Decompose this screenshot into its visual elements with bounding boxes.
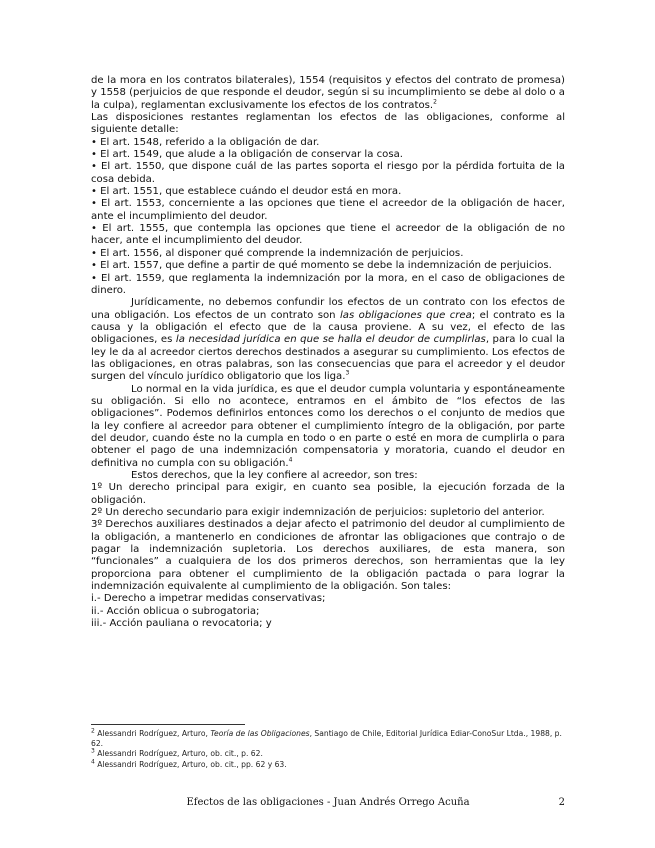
page-footer (91, 797, 565, 811)
footnote (91, 749, 565, 759)
list-item: iii.- Acción pauliana o revocatoria; y (91, 618, 272, 630)
footnote-number: 4 (91, 758, 95, 766)
bullet-item: • El art. 1556, al disponer qué comprende la indemnización de perjuicios. (91, 247, 464, 259)
footnote-number: 2 (91, 727, 95, 735)
paragraph (91, 297, 565, 383)
footnote-number: 3 (91, 747, 95, 755)
list-item: i.- Derecho a impetrar medidas conservativas; (91, 593, 326, 605)
bullet-item: • El art. 1550, que dispone cuál de las partes soporta el riesgo por la pérdida fortuita de la cosa debida. (91, 161, 565, 185)
footer-title: Efectos de las obligaciones - Juan Andrés Orrego Acuña (186, 797, 470, 808)
numbered-item: 1º Un derecho principal para exigir, en cuanto sea posible, la ejecución forzada de la obligación. (91, 482, 565, 506)
bullet-item: • El art. 1551, que establece cuándo el deudor está en mora. (91, 186, 402, 198)
italic-text: la necesidad jurídica en que se halla el deudor de cumplirlas (175, 334, 486, 346)
numbered-item: 3º Derechos auxiliares destinados a dejar afecto el patrimonio del deudor al cumplimiento de la obligación, a mantenerlo en condiciones de afrontar las obligaciones que contrajo o de pagar la indemnización supletoria. Los derechos auxiliares, de esta manera, son “funcionales” a cualquiera de los dos primeros derechos, son herramientas que la ley proporciona para obtener el cumplimiento de la obligación pactada o para lograr la indemnización equivalente al cumplimiento de la obligación. Son tales: (91, 519, 565, 593)
paragraph-text: , para lo cual la ley le da al acreedor ciertos derechos destinados a asegurar su cumplimiento. Los efectos de las obligaciones, en otras palabras, son las consecuencias que para el acreedor y el deudor surgen del vínculo jurídico obligatorio que los liga. (91, 334, 565, 383)
bullet-item: • El art. 1553, concerniente a las opciones que tiene el acreedor de la obligación de hacer, ante el incumplimiento del deudor. (91, 198, 565, 222)
bullet-item: • El art. 1555, que contempla las opciones que tiene el acreedor de la obligación de no hacer, ante el incumplimiento del deudor. (91, 223, 565, 247)
footnote-text: , Santiago de Chile, Editorial Jurídica Ediar-ConoSur Ltda., 1988, p. 62. (91, 729, 562, 749)
bullet-item: • El art. 1548, referido a la obligación de dar. (91, 136, 320, 148)
footnote-separator (91, 724, 245, 725)
paragraph-text: ; el contrato es la causa y la obligación el efecto que de la causa proviene. A su vez, el efecto de las obligaciones, es (91, 309, 566, 346)
paragraph (91, 384, 565, 470)
paragraph-text: Lo normal en la vida jurídica, es que el deudor cumpla voluntaria y espontáneamente su obligación. Si ello no acontece, entramos en el ámbito de “los efectos de las obligaciones”. Podemos definirlos entonces como los derechos o el conjunto de medios que la ley confiere al acreedor para obtener el cumplimiento íntegro de la obligación, por parte del deudor, cuando éste no la cumpla en todo o en parte o esté en mora de cumplirla o para obtener el pago de una indemnización compensatoria y moratoria, cuando el deudor en definitiva no cumpla con su obligación. (91, 383, 565, 469)
footnote-ref-3: 3 (345, 369, 350, 377)
footnote-ref-2: 2 (433, 98, 437, 106)
footnote-text: Alessandri Rodríguez, Arturo, ob. cit., pp. 62 y 63. (94, 759, 287, 769)
paragraph-text: de la mora en los contratos bilaterales), 1554 (requisitos y efectos del contrato de promesa) y 1558 (perjuicios de que responde el deudor, según si su incumplimiento se debe al dolo o a la culpa), reglamentan exclusivamente los efectos de los contratos. (91, 75, 565, 111)
bullet-item: • El art. 1549, que alude a la obligación de conservar la cosa. (91, 149, 403, 161)
footnote (91, 760, 565, 770)
paragraph-text: Jurídicamente, no debemos confundir los efectos de un contrato con los efectos de una obligación. Los efectos de un contrato son (91, 297, 565, 321)
bullet-item: • El art. 1557, que define a partir de qué momento se debe la indemnización de perjuicios. (91, 260, 552, 272)
footnotes (91, 729, 565, 770)
footnote-text: Alessandri Rodríguez, Arturo, ob. cit., p. 62. (94, 749, 263, 759)
paragraph: Las disposiciones restantes reglamentan los efectos de las obligaciones, conforme al siguiente detalle: (91, 112, 565, 136)
list-item: ii.- Acción oblicua o subrogatoria; (91, 605, 260, 617)
numbered-item: 2º Un derecho secundario para exigir indemnización de perjuicios: supletorio del anterior. (91, 507, 545, 519)
page-number: 2 (558, 797, 565, 808)
footnote-text: Alessandri Rodríguez, Arturo, (94, 729, 211, 738)
paragraph: Estos derechos, que la ley confiere al acreedor, son tres: (131, 470, 418, 481)
body-text (91, 75, 565, 630)
italic-text: las obligaciones que crea (339, 309, 472, 321)
bullet-item: • El art. 1559, que reglamenta la indemnización por la mora, en el caso de obligaciones de dinero. (91, 272, 565, 296)
footnote-ref-4: 4 (288, 456, 293, 464)
paragraph (91, 75, 565, 112)
footnote (91, 729, 565, 749)
footnote-italic: Teoría de las Obligaciones (210, 729, 310, 738)
